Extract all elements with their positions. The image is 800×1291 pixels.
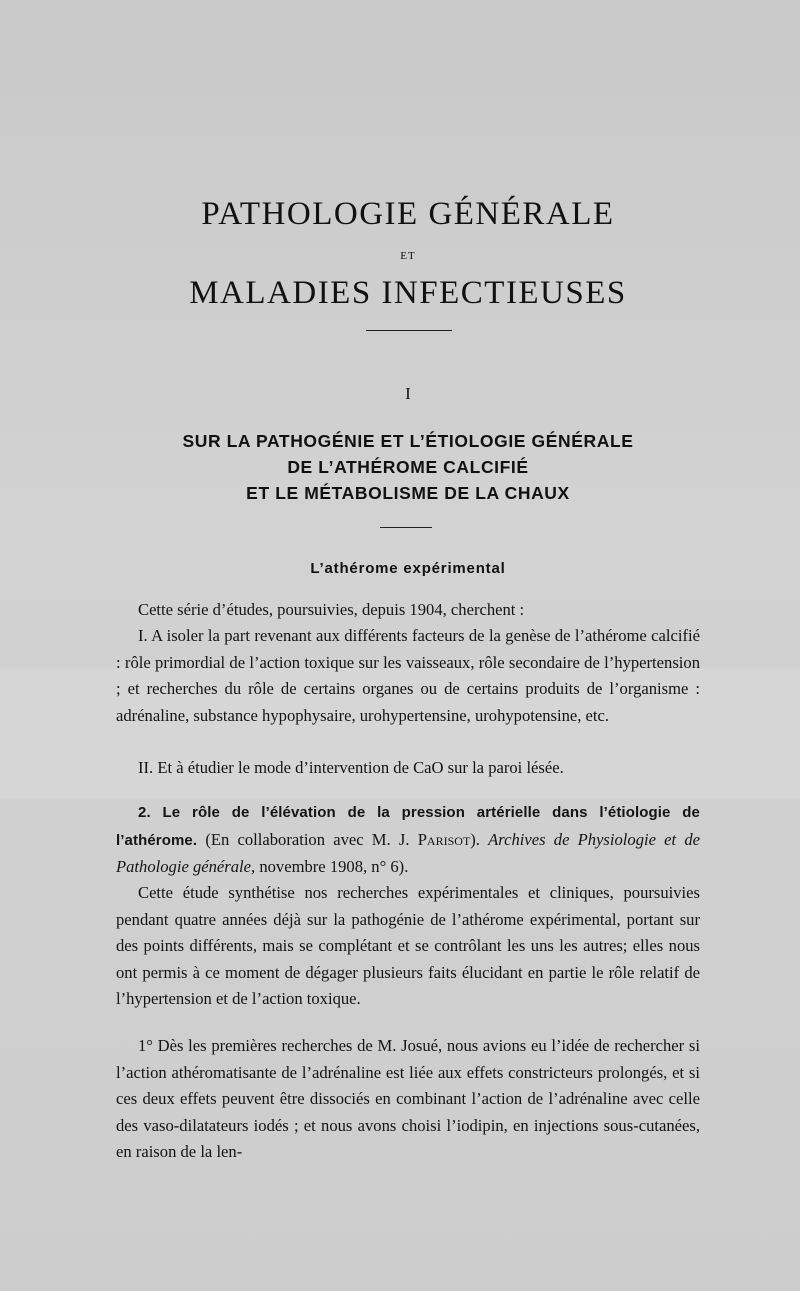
- intro-item-2: II. Et à étudier le mode d’intervention de CaO sur la paroi lésée.: [138, 758, 564, 777]
- entry-2-heading: 2. Le rôle de l’élévation de la pression artérielle dans l’étiologie de l’athérome.: [116, 804, 700, 849]
- section-divider: [380, 527, 432, 528]
- entry-2-collab-name: Parisot: [417, 829, 471, 849]
- section-title-line1: SUR LA PATHOGÉNIE ET L’ÉTIOLOGIE GÉNÉRALE: [182, 431, 634, 451]
- main-title-line2: MALADIES INFECTIEUSES: [189, 275, 627, 311]
- title-connector: ET: [400, 250, 416, 262]
- entry-2: [116, 799, 700, 881]
- section-number: I: [405, 384, 411, 403]
- main-title-line1: PATHOLOGIE GÉNÉRALE: [201, 196, 615, 232]
- entry-2-collab-suffix: ).: [470, 829, 489, 849]
- body-paragraph-2: 1° Dès les premières recherches de M. Josué, nous avions eu l’idée de rechercher si l’action athéromatisante de l’adrénaline est liée aux effets constricteurs prolongés, et si ces deux effets peuvent être dissociés en combinant l’action de l’adrénaline avec celle des vaso-dilatateurs iodés ; et nous avons choisi l’iodipin, en injections sous-cutanées, en raison de la len-: [116, 1036, 700, 1161]
- subheading: L’athérome expérimental: [310, 560, 506, 577]
- body-paragraph-1: Cette étude synthétise nos recherches expérimentales et cliniques, poursuivies pendant quatre années déjà sur la pathogénie de l’athérome expérimental, portant sur des points différents, mais se complétant et se contrôlant les uns les autres; elles nous ont permis à ce moment de dégager plusieurs faits élucidant en partie le rôle relatif de l’hypertension et de l’action toxique.: [116, 883, 700, 1008]
- entry-2-date: novembre 1908, n° 6).: [255, 857, 409, 876]
- section-title-line2: DE L’ATHÉROME CALCIFIÉ: [287, 457, 529, 477]
- entry-2-collab-prefix: (En collaboration avec M. J.: [205, 829, 418, 849]
- title-divider: [366, 330, 452, 331]
- entry-2-journal: Archives de Physiologie et de Pathologie générale,: [116, 829, 700, 876]
- intro-item-1: I. A isoler la part revenant aux différents facteurs de la genèse de l’athérome calcifié : rôle primordial de l’action toxique sur les vaisseaux, rôle secondaire de l’hypertension ; et recherches du rôle de certains organes ou de certains produits de l’organisme : adrénaline, substance hypophysaire, urohypertensine, urohypotensine, etc.: [116, 626, 700, 725]
- section-title-line3: ET LE MÉTABOLISME DE LA CHAUX: [246, 483, 570, 503]
- intro-lead: Cette série d’études, poursuivies, depuis 1904, cherchent :: [138, 600, 525, 619]
